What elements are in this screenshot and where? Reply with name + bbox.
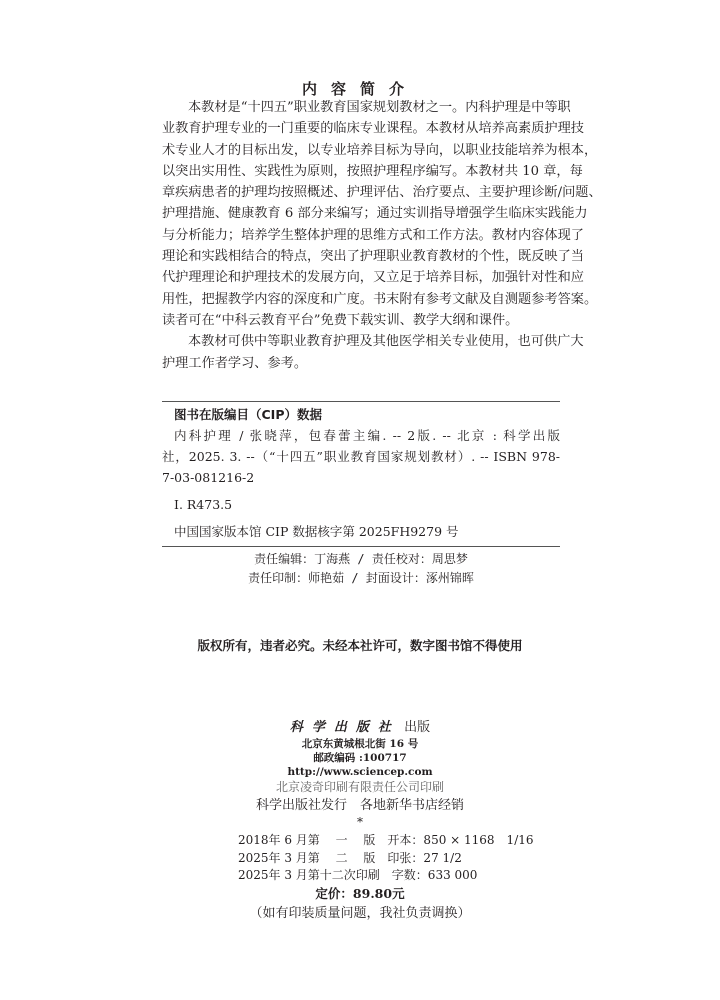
intro-line: 理论和实践相结合的特点，突出了护理职业教育教材的个性，既反映了当 bbox=[162, 249, 584, 265]
printer: 北京凌奇印刷有限责任公司印刷 bbox=[275, 780, 444, 794]
editors-block bbox=[162, 550, 560, 588]
cip-line: 社，2025. 3. --（“十四五”职业教育国家规划教材）. -- ISBN 978- bbox=[162, 449, 560, 464]
edition-rows bbox=[238, 832, 534, 885]
publisher-line bbox=[0, 718, 720, 737]
divider bbox=[162, 546, 560, 547]
quality-note: （如有印装质量问题，我社负责调换） bbox=[249, 906, 471, 921]
publisher-logo: 科学出版社 bbox=[289, 720, 400, 735]
cip-block bbox=[162, 404, 560, 542]
intro-line: 读者可在“中科云教育平台”免费下载实训、教学大纲和课件。 bbox=[162, 312, 519, 328]
intro-line: 本教材可供中等职业教育护理及其他医学相关专业使用，也可供广大 bbox=[188, 334, 584, 350]
intro-line: 业教育护理专业的一门重要的临床专业课程。本教材从培养高素质护理技 bbox=[162, 121, 584, 137]
cip-line: 7-03-081216-2 bbox=[162, 470, 255, 485]
rights-notice: 版权所有，违者必究。未经本社许可，数字图书馆不得使用 bbox=[197, 638, 523, 653]
intro-line: 本教材是“十四五”职业教育国家规划教材之一。内科护理是中等职 bbox=[188, 100, 571, 115]
editors-line: 责任印制：师艳茹 / 封面设计：涿州锦晖 bbox=[248, 571, 474, 585]
intro-line: 术专业人才的目标出发，以专业培养目标为导向，以职业技能培养为根本， bbox=[162, 142, 598, 158]
publish-label: 出版 bbox=[404, 720, 431, 735]
intro-line: 护理措施、健康教育 6 部分来编写；通过实训指导增强学生临床实践能力 bbox=[162, 206, 588, 222]
edition-row: 2025年 3 月第十二次印刷 字数：633 000 bbox=[238, 868, 478, 882]
distribution: 科学出版社发行 各地新华书店经销 bbox=[255, 798, 464, 813]
edition-row: 2025年 3 月第 二 版 印张：27 1/2 bbox=[238, 850, 462, 865]
intro-line: 代护理理论和护理技术的发展方向，又立足于培养目标，加强针对性和应 bbox=[162, 270, 584, 286]
edition-row: 2018年 6 月第 一 版 开本：850 × 1168 1/16 bbox=[238, 833, 534, 847]
intro-line: 与分析能力；培养学生整体护理的思维方式和工作方法。教材内容体现了 bbox=[162, 227, 584, 243]
intro-line: 用性，把握教学内容的深度和广度。书末附有参考文献及自测题参考答案。 bbox=[162, 291, 598, 307]
intro-line: 以突出实用性、实践性为原则，按照护理程序编写。本教材共 10 章，每 bbox=[162, 163, 583, 179]
separator-star: * bbox=[357, 815, 363, 829]
intro-line: 章疾病患者的护理均按照概述、护理评估、治疗要点、主要护理诊断/问题、 bbox=[162, 185, 602, 201]
cip-heading: 图书在版编目（CIP）数据 bbox=[174, 407, 322, 422]
website-url: http://www.sciencep.com bbox=[287, 766, 433, 778]
cip-number: 中国国家版本馆 CIP 数据核字第 2025FH9279 号 bbox=[174, 524, 459, 539]
postal-code: 邮政编码 :100717 bbox=[313, 752, 407, 764]
cip-line: 内科护理 / 张晓萍，包春蕾主编. -- 2版. -- 北京 : 科学出版 bbox=[174, 428, 560, 443]
divider bbox=[162, 401, 560, 402]
cip-classification: Ⅰ. R473.5 bbox=[174, 497, 233, 512]
editors-line: 责任编辑：丁海燕 / 责任校对：周思梦 bbox=[254, 552, 468, 566]
page-title: 内容简介 bbox=[301, 80, 418, 98]
intro-line: 护理工作者学习、参考。 bbox=[162, 355, 308, 371]
imprint-block bbox=[0, 718, 720, 829]
price: 定价：89.80元 bbox=[315, 886, 405, 901]
intro-text bbox=[162, 97, 602, 374]
address: 北京东黄城根北街 16 号 bbox=[301, 738, 419, 750]
